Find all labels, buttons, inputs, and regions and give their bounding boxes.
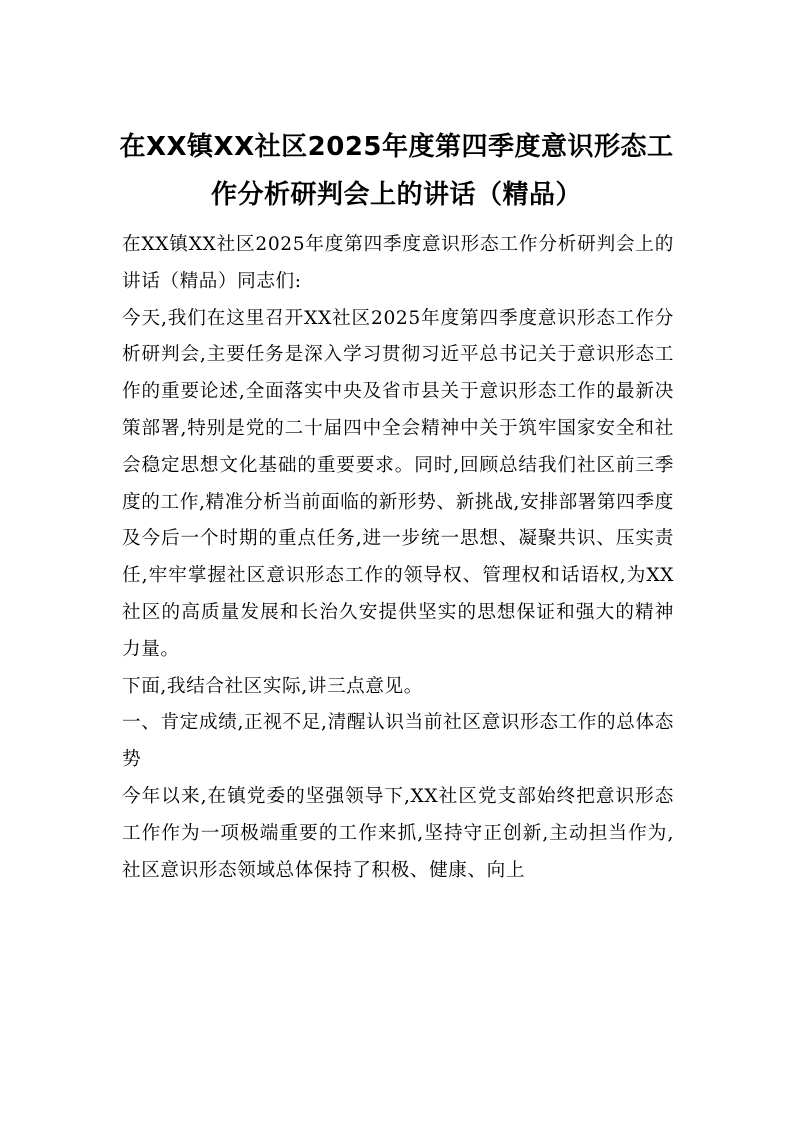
section-heading-one: 一、肯定成绩,正视不足,清醒认识当前社区意识形态工作的总体态势 [122,712,674,771]
document-body [122,227,674,889]
paragraph-opening: 今天,我们在这里召开XX社区2025年度第四季度意识形态工作分析研判会,主要任务是深入学习贯彻习近平总书记关于意识形态工作的重要论述,全面落实中央及省市县关于意识形态工作的最新决策部署,特别是党的二十届四中全会精神中关于筑牢国家安全和社会稳定思想文化基础的重要要求。同时,回顾总结我们社区前三季度的工作,精准分析当前面临的新形势、新挑战,安排部署第四季度及今后一个时期的重点任务,进一步统一思想、凝聚共识、压实责任,牢牢掌握社区意识形态工作的领导权、管理权和话语权,为XX社区的高质量发展和长治久安提供坚实的思想保证和强大的精神力量。 [122,307,674,660]
paragraph-heading-line: 在XX镇XX社区2025年度第四季度意识形态工作分析研判会上的讲话（精品）同志们: [122,234,674,292]
paragraph-outline: 下面,我结合社区实际,讲三点意见。 [122,675,423,697]
document-title: 在XX镇XX社区2025年度第四季度意识形态工作分析研判会上的讲话（精品） [119,132,674,210]
paragraph-section-one: 今年以来,在镇党委的坚强领导下,XX社区党支部始终把意识形态工作作为一项极端重要的工作来抓,坚持守正创新,主动担当作为,社区意识形态领域总体保持了积极、健康、向上 [122,785,674,881]
